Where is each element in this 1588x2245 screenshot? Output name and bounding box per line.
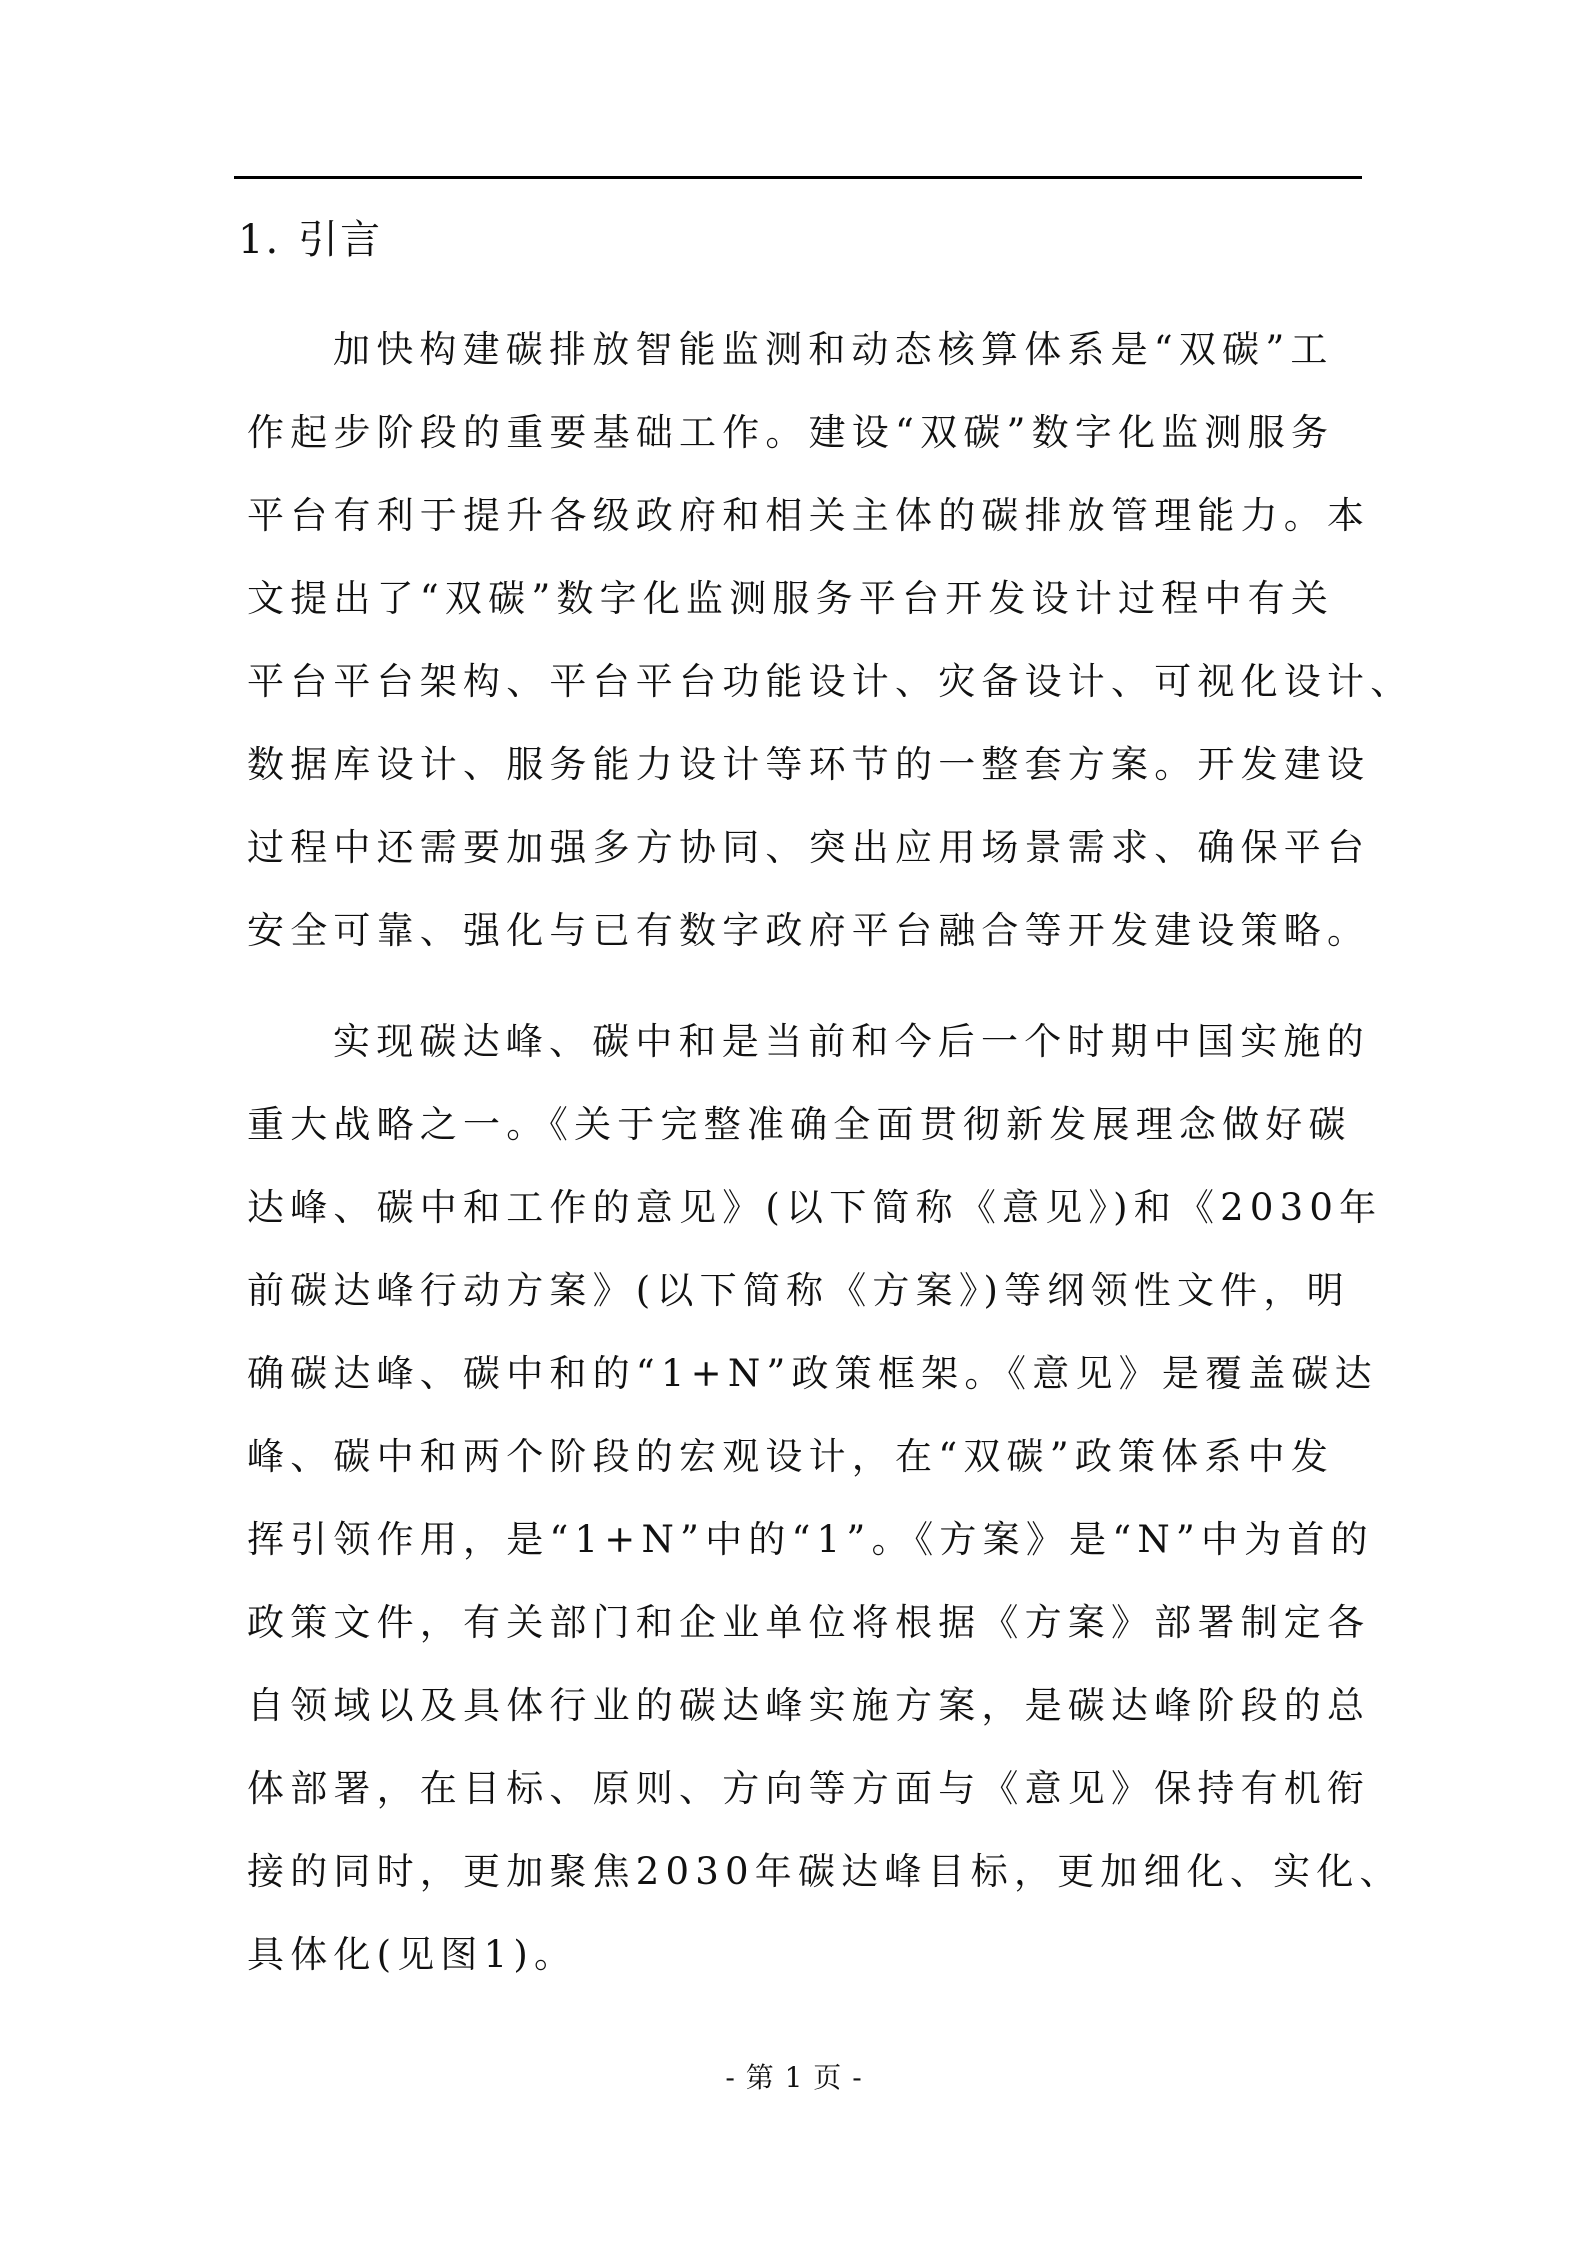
paragraph-line: 达峰、碳中和工作的意见》(以下简称《意见》)和《2030年 — [247, 1186, 1383, 1229]
paragraph-line: 挥引领作用，是“1+N”中的“1”。《方案》是“N”中为首的 — [247, 1518, 1374, 1561]
paragraph-line: 前碳达峰行动方案》(以下简称《方案》)等纲领性文件，明 — [247, 1269, 1350, 1312]
paragraph-line: 数据库设计、服务能力设计等环节的一整套方案。开发建设 — [247, 743, 1371, 786]
paragraph-line: 加快构建碳排放智能监测和动态核算体系是“双碳”工 — [333, 328, 1334, 371]
paragraph-line: 作起步阶段的重要基础工作。建设“双碳”数字化监测服务 — [247, 411, 1335, 454]
page-number: - 第 1 页 - — [725, 2061, 863, 2094]
paragraph-line: 安全可靠、强化与已有数字政府平台融合等开发建设策略。 — [247, 909, 1371, 952]
paragraph-line: 体部署，在目标、原则、方向等方面与《意见》保持有机衔 — [247, 1767, 1371, 1810]
paragraph-line: 重大战略之一。《关于完整准确全面贯彻新发展理念做好碳 — [247, 1103, 1352, 1146]
paragraph-line: 峰、碳中和两个阶段的宏观设计，在“双碳”政策体系中发 — [247, 1435, 1335, 1478]
paragraph-line: 过程中还需要加强多方协同、突出应用场景需求、确保平台 — [247, 826, 1371, 869]
paragraph-line: 具体化(见图1)。 — [247, 1933, 578, 1976]
paragraph-line: 自领域以及具体行业的碳达峰实施方案，是碳达峰阶段的总 — [247, 1684, 1371, 1727]
paragraph-line: 政策文件，有关部门和企业单位将根据《方案》部署制定各 — [247, 1601, 1371, 1644]
paragraph-policy — [247, 1000, 1403, 1996]
paragraph-line: 平台平台架构、平台平台功能设计、灾备设计、可视化设计、 — [247, 660, 1414, 703]
paragraph-line: 确碳达峰、碳中和的“1+N”政策框架。《意见》是覆盖碳达 — [247, 1352, 1378, 1395]
paragraph-line: 实现碳达峰、碳中和是当前和今后一个时期中国实施的 — [333, 1020, 1370, 1063]
header-rule — [234, 176, 1362, 179]
paragraph-line: 接的同时，更加聚焦2030年碳达峰目标，更加细化、实化、 — [247, 1850, 1403, 1893]
section-title: 引言 — [298, 217, 383, 263]
section-heading — [238, 212, 382, 268]
paragraph-line: 平台有利于提升各级政府和相关主体的碳排放管理能力。本 — [247, 494, 1371, 537]
section-number: 1. — [238, 217, 281, 263]
paragraph-intro — [247, 308, 1414, 972]
paragraph-line: 文提出了“双碳”数字化监测服务平台开发设计过程中有关 — [247, 577, 1335, 620]
